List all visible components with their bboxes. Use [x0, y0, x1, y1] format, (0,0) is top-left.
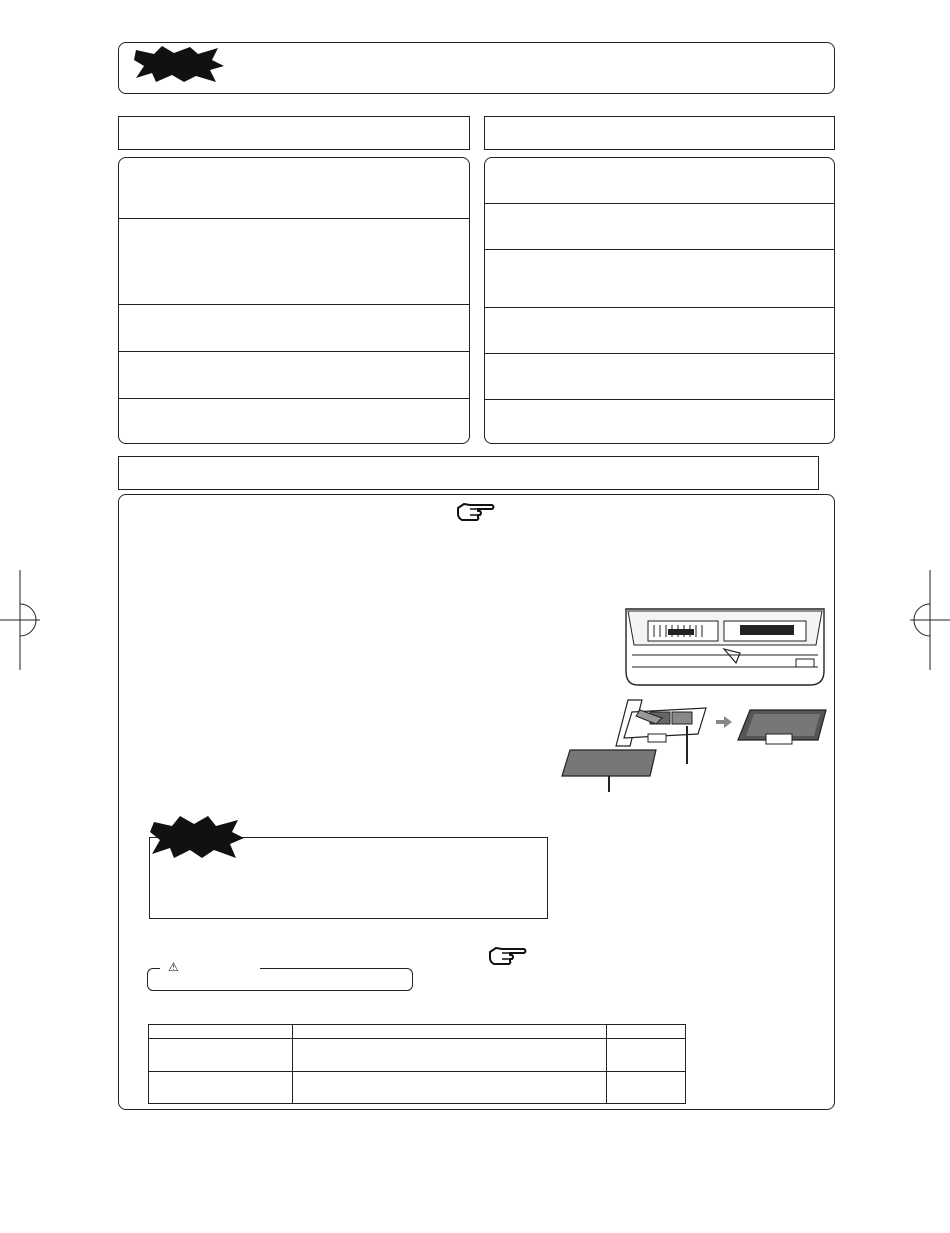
right-section-header	[484, 116, 835, 150]
left-item-divider	[119, 351, 469, 352]
table-cell	[607, 1025, 686, 1039]
left-item-divider	[119, 398, 469, 399]
maintenance-section-header	[118, 456, 819, 490]
right-item-divider	[485, 249, 834, 250]
table-cell	[293, 1025, 607, 1039]
arrow-right-icon	[716, 716, 732, 728]
table-cell	[149, 1039, 293, 1072]
right-item-divider	[485, 399, 834, 400]
air-filter-frame-clean-illustration	[736, 708, 828, 748]
table-row	[149, 1072, 686, 1104]
right-item-divider	[485, 353, 834, 354]
starburst-badge-note	[148, 814, 246, 860]
table-cell	[607, 1039, 686, 1072]
table-cell	[293, 1039, 607, 1072]
starburst-badge-top	[132, 44, 226, 84]
callout-leader-line	[686, 726, 688, 764]
left-section-header	[118, 116, 470, 150]
left-item-divider	[119, 218, 469, 219]
right-item-list	[484, 157, 835, 444]
table-row	[149, 1039, 686, 1072]
indoor-unit-illustration	[620, 605, 830, 693]
maintenance-table	[148, 1024, 686, 1104]
table-cell	[149, 1025, 293, 1039]
table-row	[149, 1025, 686, 1039]
table-cell	[149, 1072, 293, 1104]
warning-triangle-icon: ⚠	[168, 960, 179, 974]
left-item-list	[118, 157, 470, 444]
pointing-hand-icon	[488, 944, 528, 966]
filter-sheet-illustration	[560, 748, 660, 778]
right-item-divider	[485, 307, 834, 308]
table-cell	[293, 1072, 607, 1104]
right-item-divider	[485, 203, 834, 204]
crop-mark-left	[0, 570, 40, 670]
crop-mark-right	[910, 570, 950, 670]
maintenance-panel	[118, 494, 835, 1110]
air-filter-frame-illustration	[612, 698, 712, 748]
left-item-divider	[119, 304, 469, 305]
pointing-hand-icon	[456, 500, 496, 522]
table-cell	[607, 1072, 686, 1104]
callout-leader-line	[608, 776, 610, 792]
